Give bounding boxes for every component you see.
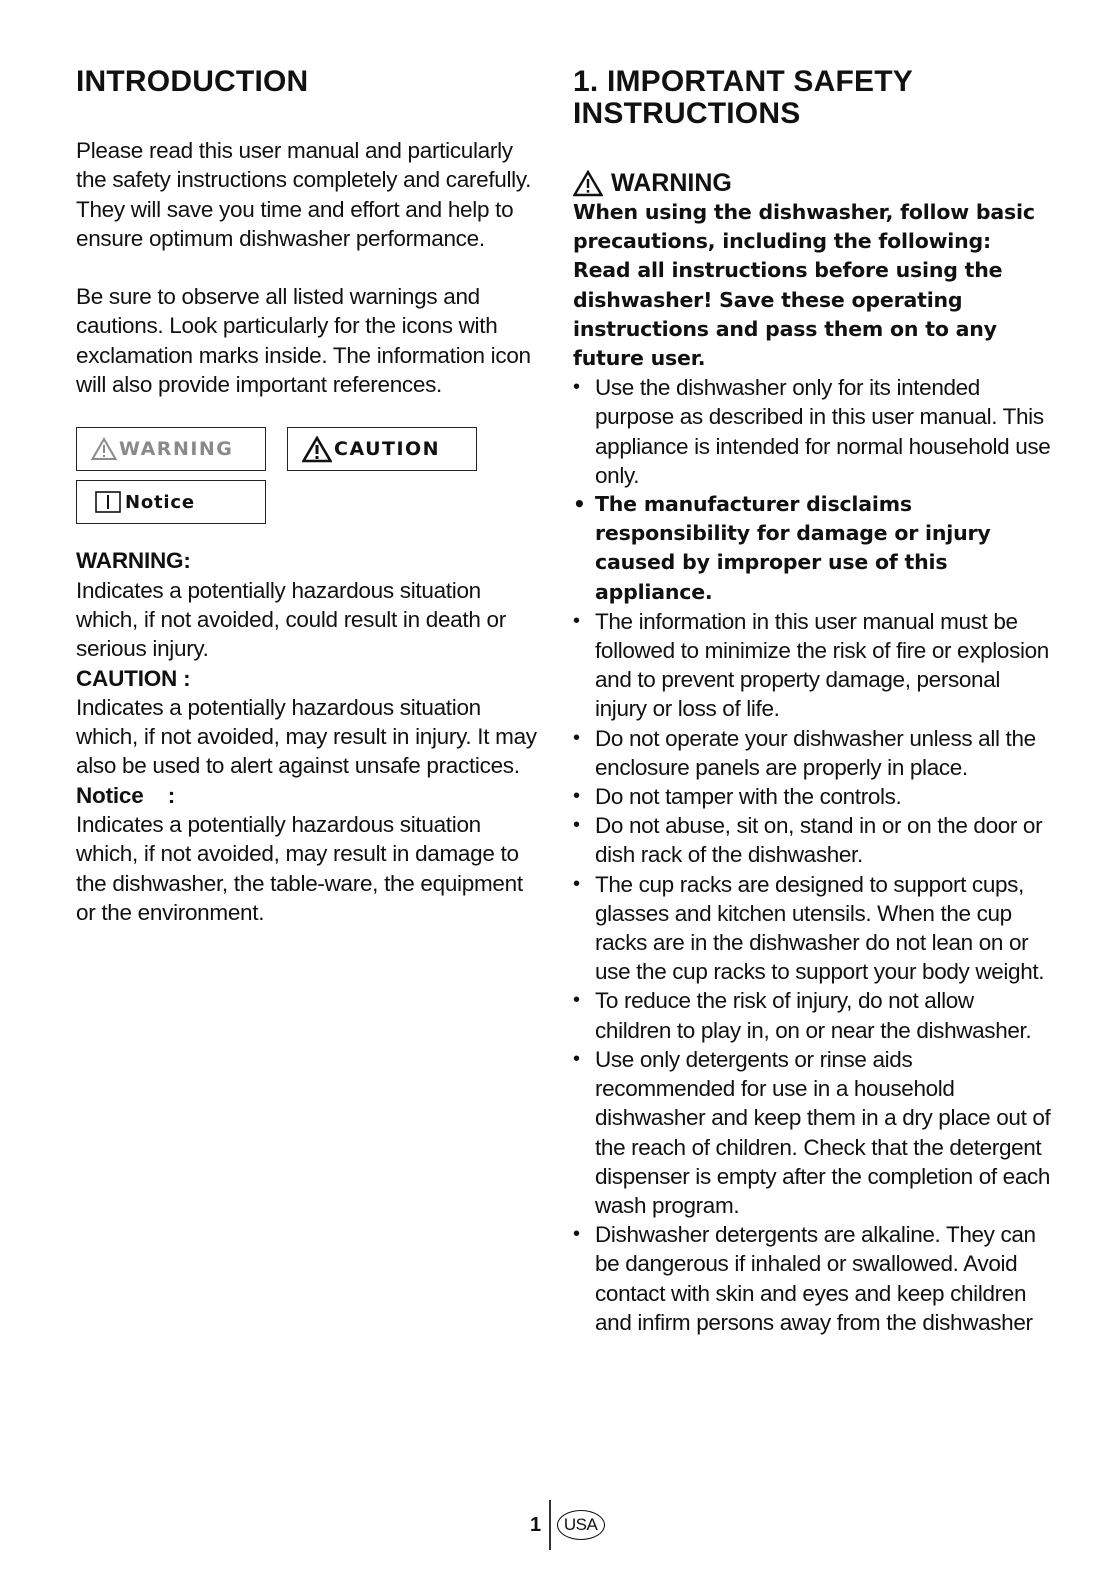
warning-badge: [76, 427, 266, 471]
intro-paragraph-2: Be sure to observe all listed warnings and cautions. Look particularly for the icons with exclamation marks inside. The information icon will also provide important references.: [76, 284, 531, 398]
safety-instructions-title: 1. IMPORTANT SAFETY INSTRUCTIONS: [573, 65, 913, 130]
warning-triangle-icon: [91, 437, 117, 461]
caution-definition-text: Indicates a potentially hazardous situation which, if not avoided, may result in injury. It may also be used to alert against unsafe practices.: [76, 694, 537, 779]
notice-definition-heading: Notice :: [76, 782, 176, 808]
list-item: • Do not tamper with the controls.: [573, 782, 1053, 811]
list-item: • Dishwasher detergents are alkaline. They can be dangerous if inhaled or swallowed. Avoid contact with skin and eyes and keep children and infirm persons away from the dishwasher: [573, 1220, 1053, 1337]
notice-badge-label: Notice: [125, 491, 195, 513]
list-item: • To reduce the risk of injury, do not allow children to play in, on or near the dishwasher.: [573, 986, 1053, 1044]
list-item: • The information in this user manual must be followed to minimize the risk of fire or explosion and to prevent property damage, personal injury or loss of life.: [573, 607, 1053, 724]
caution-badge: [287, 427, 477, 471]
list-item: • Do not operate your dishwasher unless all the enclosure panels are properly in place.: [573, 724, 1053, 782]
list-item: • Use only detergents or rinse aids recommended for use in a household dishwasher and keep them in a dry place out of the reach of children. Check that the detergent dispenser is empty after the completion of each wash program.: [573, 1045, 1053, 1220]
read-instructions-note: Read all instructions before using the dishwasher! Save these operating instructions and pass them on to any future user.: [573, 258, 1003, 371]
list-item: • The cup racks are designed to support cups, glasses and kitchen utensils. When the cup racks are in the dishwasher do not lean on or use the cup racks to support your body weight.: [573, 870, 1053, 987]
warning-heading: [573, 168, 1053, 198]
caution-badge-label: CAUTION: [334, 438, 441, 461]
caution-triangle-icon: [302, 436, 332, 463]
warning-heading-label: WARNING: [611, 169, 732, 197]
safety-bullet-list: [573, 373, 1053, 1337]
footer-divider: [549, 1500, 551, 1550]
warning-definition-heading: WARNING:: [76, 548, 191, 574]
warning-triangle-icon: [573, 170, 603, 197]
notice-badge: [76, 480, 266, 524]
symbol-legend: [76, 427, 546, 527]
warning-badge-label: WARNING: [119, 438, 234, 461]
notice-definition-text: Indicates a potentially hazardous situation which, if not avoided, may result in damage to the dishwasher, the table-ware, the equipment or the environment.: [76, 812, 523, 925]
introduction-title: INTRODUCTION: [76, 65, 309, 98]
page-footer: [530, 1500, 605, 1550]
information-box-icon: [95, 491, 121, 513]
list-item: • Use the dishwasher only for its intended purpose as described in this user manual. This appliance is intended for normal household use only.: [573, 373, 1053, 490]
region-badge: USA: [557, 1510, 605, 1540]
precautions-intro: When using the dishwasher, follow basic precautions, including the following:: [573, 200, 1035, 254]
list-item: • The manufacturer disclaims responsibility for damage or injury caused by improper use of this appliance.: [573, 490, 1053, 607]
intro-paragraph-1: Please read this user manual and particularly the safety instructions completely and carefully. They will save you time and effort and help to ensure optimum dishwasher performance.: [76, 138, 532, 251]
page-number: 1: [530, 1513, 542, 1536]
introduction-column: [76, 66, 546, 927]
caution-definition-heading: CAUTION :: [76, 665, 191, 691]
safety-instructions-column: [573, 66, 1053, 1337]
symbol-definitions: [76, 546, 546, 927]
warning-definition-text: Indicates a potentially hazardous situation which, if not avoided, could result in death or serious injury.: [76, 577, 506, 662]
list-item: • Do not abuse, sit on, stand in or on the door or dish rack of the dishwasher.: [573, 811, 1053, 869]
